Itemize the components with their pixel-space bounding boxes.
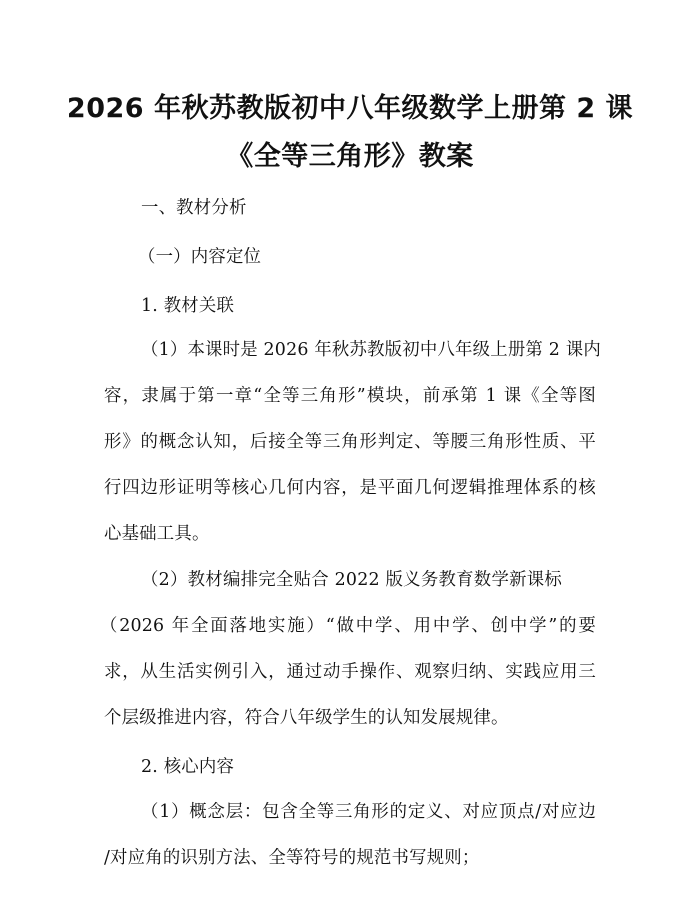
paragraph-1-line-2: 容，隶属于第一章“全等三角形”模块，前承第 1 课《全等图 bbox=[104, 386, 596, 406]
paragraph-2-line-3: 求，从生活实例引入，通过动手操作、观察归纳、实践应用三 bbox=[104, 662, 596, 682]
item-heading-textbook-association: 1. 教材关联 bbox=[141, 296, 235, 316]
paragraph-1-line-1: （1）本课时是 2026 年秋苏教版初中八年级上册第 2 课内 bbox=[141, 340, 601, 360]
document-title-line-1: 2026 年秋苏教版初中八年级数学上册第 2 课 bbox=[66, 93, 634, 124]
subsection-heading-content-positioning: （一）内容定位 bbox=[138, 247, 262, 267]
document-title-line-2: 《全等三角形》教案 bbox=[226, 141, 474, 172]
paragraph-3-line-2: /对应角的识别方法、全等符号的规范书写规则； bbox=[104, 848, 480, 868]
section-heading-textbook-analysis: 一、教材分析 bbox=[141, 198, 247, 218]
paragraph-2-line-4: 个层级推进内容，符合八年级学生的认知发展规律。 bbox=[104, 708, 509, 728]
paragraph-1-line-5: 心基础工具。 bbox=[104, 524, 210, 544]
paragraph-2-line-1: （2）教材编排完全贴合 2022 版义务教育数学新课标 bbox=[141, 570, 562, 590]
paragraph-1-line-4: 行四边形证明等核心几何内容，是平面几何逻辑推理体系的核 bbox=[104, 478, 596, 498]
paragraph-2-line-2: （2026 年全面落地实施）“做中学、用中学、创中学”的要 bbox=[100, 616, 596, 636]
paragraph-1-line-3: 形》的概念认知，后接全等三角形判定、等腰三角形性质、平 bbox=[104, 432, 596, 452]
paragraph-3-line-1: （1）概念层：包含全等三角形的定义、对应顶点/对应边 bbox=[141, 802, 596, 822]
item-heading-core-content: 2. 核心内容 bbox=[141, 757, 235, 777]
